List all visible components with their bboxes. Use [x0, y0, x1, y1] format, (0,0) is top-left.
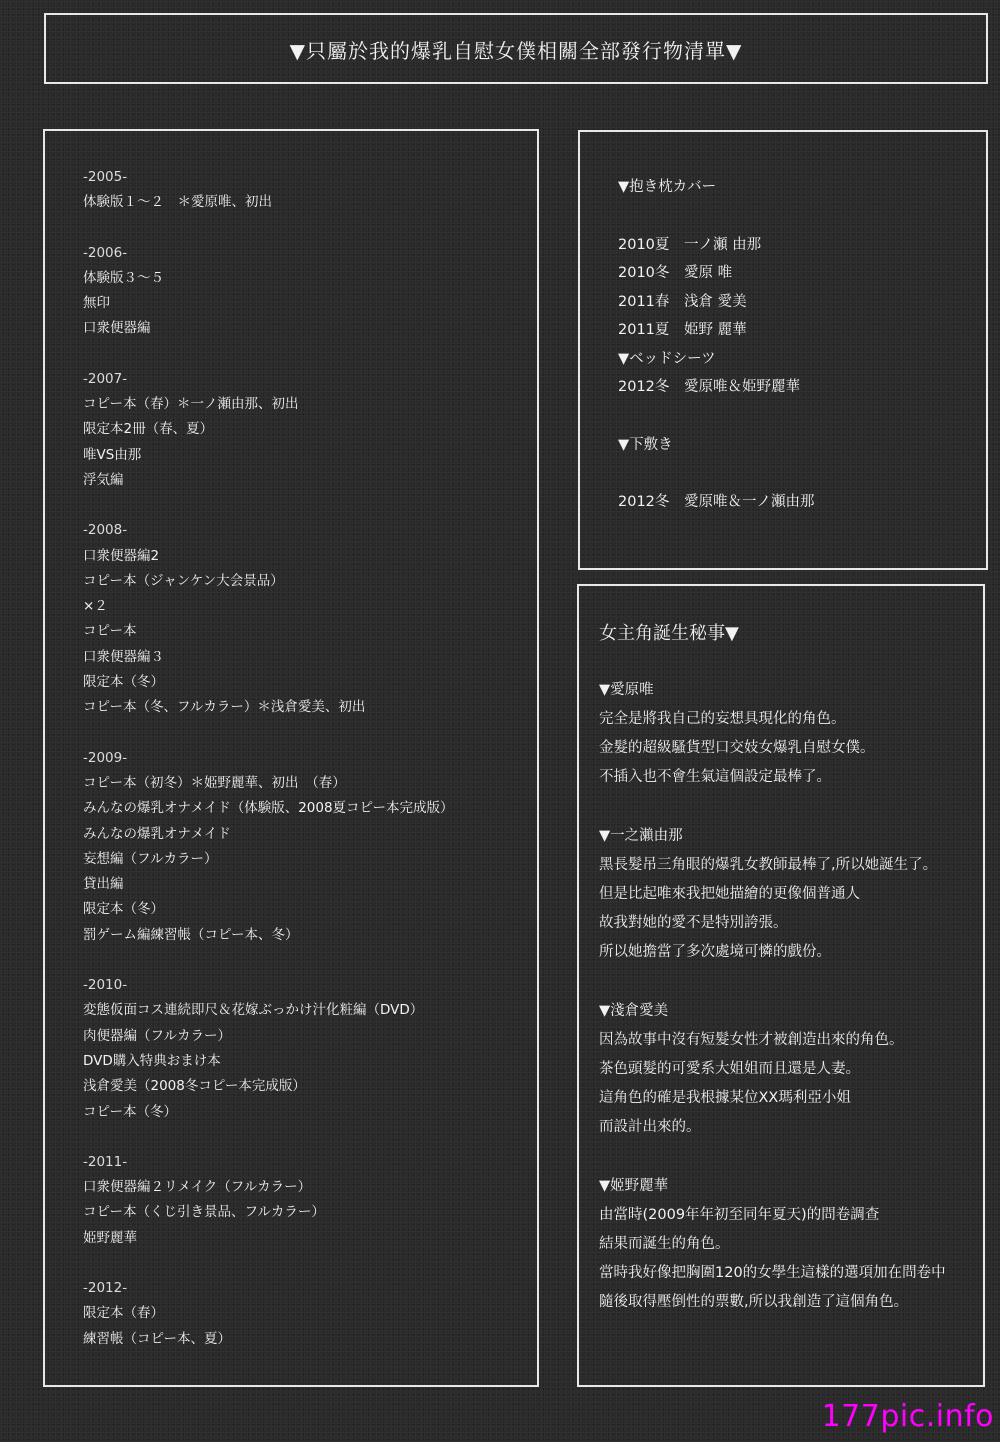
character-description-line: 不插入也不會生氣這個設定最棒了。 — [599, 769, 831, 785]
goods-character: 愛原唯＆一ノ瀬由那 — [684, 494, 815, 510]
list-item: 体験版１～２ ＊愛原唯、初出 — [83, 194, 272, 211]
character-description-line: 茶色頭髮的可愛系大姐姐而且還是人妻。 — [599, 1061, 860, 1077]
year-block — [83, 367, 454, 493]
list-item: 無印 — [83, 295, 110, 312]
list-item: コピー本（初冬）＊姫野麗華、初出 （春） — [83, 774, 346, 791]
list-item: コピー本 — [83, 623, 137, 640]
year-label: -2005- — [83, 169, 128, 185]
goods-season: 2010夏 — [618, 236, 670, 253]
goods-row — [618, 259, 815, 288]
character-name: ▼一之瀨由那 — [599, 828, 683, 844]
header-box — [44, 13, 988, 84]
goods-character: 愛原唯＆姫野麗華 — [684, 379, 800, 395]
list-item: 浮気編 — [83, 471, 124, 488]
list-item: コピー本（くじ引き景品、フルカラー） — [83, 1204, 325, 1221]
list-item: 限定本（冬） — [83, 901, 164, 918]
list-item: 変態仮面コス連続即尺＆花嫁ぶっかけ汁化粧編（DVD） — [83, 1002, 424, 1019]
year-block — [83, 746, 454, 948]
goods-character: 姫野 麗華 — [684, 322, 747, 338]
goods-row — [618, 316, 815, 345]
list-item: 口衆便器編2 — [83, 547, 160, 564]
character-description-line: 所以她擔當了多次處境可憐的戲份。 — [599, 944, 831, 960]
list-item: 口衆便器編２リメイク（フルカラー） — [83, 1179, 312, 1196]
character-block — [599, 1172, 946, 1317]
goods-season: 2011春 — [618, 293, 670, 310]
goods-list — [618, 173, 815, 517]
heroine-secrets — [599, 616, 946, 1347]
goods-row — [618, 488, 815, 517]
list-item: 限定本（春） — [83, 1305, 164, 1322]
list-item: 妄想編（フルカラー） — [83, 850, 218, 867]
character-description-line: 而設計出來的。 — [599, 1119, 701, 1135]
list-item: コピー本（春）＊一ノ瀬由那、初出 — [83, 396, 299, 413]
character-block — [599, 822, 946, 967]
publication-list-box — [43, 129, 539, 1387]
year-block — [83, 1276, 454, 1352]
goods-row — [618, 231, 815, 260]
list-item: 体験版３～５ — [83, 269, 164, 286]
goods-character: 浅倉 愛美 — [684, 293, 747, 310]
character-description-line: 故我對她的愛不是特別誇張。 — [599, 915, 788, 931]
character-block — [599, 997, 946, 1142]
character-block — [599, 676, 946, 792]
spacer — [618, 459, 815, 488]
year-block — [83, 241, 454, 342]
pillow-cover-heading: ▼抱き枕カバー — [618, 179, 717, 195]
character-description-line: 這角色的確是我根據某位XX瑪利亞小姐 — [599, 1090, 851, 1106]
list-item: 罰ゲーム編練習帳（コピー本、冬） — [83, 926, 299, 943]
year-label: -2012- — [83, 1279, 128, 1296]
year-label: -2007- — [83, 370, 128, 387]
list-item: 限定本2冊（春、夏） — [83, 421, 214, 438]
year-label: -2010- — [83, 977, 128, 994]
watermark: 177pic.info — [821, 1399, 994, 1434]
character-name: ▼愛原唯 — [599, 682, 654, 698]
spacer — [618, 402, 815, 431]
list-item: 限定本（冬） — [83, 674, 164, 691]
character-description-line: 因為故事中沒有短髮女性才被創造出來的角色。 — [599, 1032, 904, 1048]
shitajiki-list — [618, 488, 815, 517]
goods-row — [618, 288, 815, 317]
list-item: 浅倉愛美（2008冬コピー本完成版） — [83, 1078, 306, 1095]
character-description-line: 但是比起唯來我把她描繪的更像個普通人 — [599, 886, 860, 902]
pillow-cover-list — [618, 231, 815, 345]
goods-box — [578, 130, 988, 570]
goods-season: 2012冬 — [618, 379, 670, 395]
character-description-line: 由當時(2009年年初至同年夏天)的問卷調查 — [599, 1207, 880, 1223]
bed-sheet-heading: ▼ベッドシーツ — [618, 350, 716, 367]
list-item: コピー本（ジャンケン大会景品） — [83, 572, 284, 589]
publication-list — [83, 165, 454, 1377]
list-item: 口衆便器編 — [83, 320, 151, 337]
list-item: 貸出編 — [83, 876, 124, 893]
list-item: 姫野麗華 — [83, 1229, 137, 1246]
list-item: コピー本（冬、フルカラー）＊浅倉愛美、初出 — [83, 699, 366, 716]
list-item: 唯VS由那 — [83, 446, 142, 463]
goods-season: 2011夏 — [618, 322, 670, 338]
year-label: -2011- — [83, 1153, 128, 1170]
goods-season: 2012冬 — [618, 494, 670, 510]
year-label: -2008- — [83, 522, 128, 539]
character-description-line: 當時我好像把胸圍120的女學生這樣的選項加在問卷中 — [599, 1265, 946, 1281]
year-block — [83, 973, 454, 1125]
list-item: 肉便器編（フルカラー） — [83, 1027, 231, 1044]
character-description-line: 結果而誕生的角色。 — [599, 1236, 730, 1252]
list-item: DVD購入特典おまけ本 — [83, 1052, 221, 1069]
goods-character: 一ノ瀬 由那 — [684, 236, 762, 253]
list-item: ×２ — [83, 598, 108, 615]
list-item: 口衆便器編３ — [83, 648, 164, 665]
page-title: ▼只屬於我的爆乳自慰女僕相關全部發行物清單▼ — [289, 39, 743, 63]
spacer — [618, 202, 815, 231]
bed-sheet-list — [618, 373, 815, 402]
character-description-line: 金髮的超級騷貨型口交妓女爆乳自慰女僕。 — [599, 740, 875, 756]
year-block — [83, 165, 454, 216]
list-item: みんなの爆乳オナメイド — [83, 825, 231, 842]
goods-character: 愛原 唯 — [684, 265, 733, 281]
list-item: 練習帳（コピー本、夏） — [83, 1330, 231, 1347]
year-block — [83, 1150, 454, 1251]
heroine-secrets-box — [577, 584, 985, 1387]
year-label: -2009- — [83, 749, 128, 766]
goods-row — [618, 373, 815, 402]
list-item: コピー本（冬） — [83, 1103, 177, 1120]
secrets-title: 女主角誕生秘事▼ — [599, 623, 739, 644]
shitajiki-heading: ▼下敷き — [618, 436, 673, 453]
list-item: みんなの爆乳オナメイド（体験版、2008夏コピー本完成版） — [83, 800, 454, 817]
character-name: ▼姬野麗華 — [599, 1178, 669, 1194]
character-description-line: 隨後取得壓倒性的票數,所以我創造了這個角色。 — [599, 1294, 909, 1310]
year-label: -2006- — [83, 244, 128, 261]
character-list — [599, 676, 946, 1317]
character-description-line: 完全是將我自己的妄想具現化的角色。 — [599, 711, 846, 727]
character-name: ▼淺倉愛美 — [599, 1003, 669, 1019]
goods-season: 2010冬 — [618, 265, 670, 281]
character-description-line: 黑長髮吊三角眼的爆乳女教師最棒了,所以她誕生了。 — [599, 857, 938, 873]
year-block — [83, 518, 454, 720]
